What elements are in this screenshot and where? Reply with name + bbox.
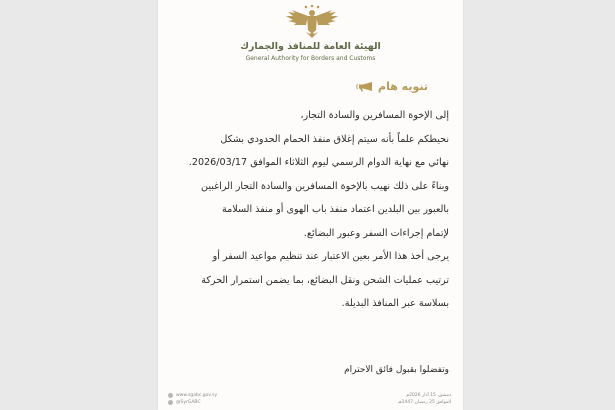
org-name-english: General Authority for Borders and Customs xyxy=(245,55,376,62)
notice-headline xyxy=(356,80,428,93)
notice-document xyxy=(158,0,463,410)
notice-greeting: إلى الإخوة المسافرين والسادة التجار، xyxy=(300,110,449,121)
notice-line: لإتمام إجراءات السفر وعبور البضائع. xyxy=(303,227,449,239)
notice-line: بالعبور بين البلدين اعتماد منفذ باب الهوى أو منفذ السلامة xyxy=(221,204,449,215)
megaphone-icon xyxy=(356,81,374,92)
footer-date-gregorian: دمشق، 15 آذار 2026م xyxy=(406,393,451,398)
notice-line: نهائي مع نهاية الدوام الرسمي ليوم الثلاثاء الموافق 2026/03/17. xyxy=(188,157,449,168)
eagle-emblem-logo xyxy=(262,4,362,40)
footer-contacts xyxy=(168,392,217,406)
notice-line: بسلاسة عبر المنافذ البديلة. xyxy=(341,298,449,309)
footer-dates xyxy=(398,392,451,406)
notice-line: نحيطكم علماً بأنه سيتم إغلاق منفذ الحمام الحدودي بشكل xyxy=(220,133,449,145)
org-name-arabic: الهيئة العامة للمنافذ والجمارك xyxy=(240,41,381,52)
notice-body xyxy=(172,104,449,316)
footer-date-hijri: الموافق 25 رمضان 1447هـ xyxy=(397,400,451,405)
footer-website: www.sgabc.gov.sy xyxy=(176,393,218,398)
notice-line: ترتيب عمليات الشحن ونقل البضائع، بما يضمن استمرار الحركة xyxy=(201,274,449,286)
social-icon xyxy=(168,400,173,405)
globe-icon xyxy=(168,393,173,398)
notice-closing: وتفضلوا بقبول فائق الاحترام xyxy=(344,365,449,375)
notice-line: وبناءً على ذلك نهيب بالإخوة المسافرين والسادة التجار الراغبين xyxy=(201,180,449,192)
footer-social: @SyrGABC xyxy=(176,400,201,405)
notice-line: يرجى أخذ هذا الأمر بعين الاعتبار عند تنظيم مواعيد السفر أو xyxy=(212,251,449,262)
notice-title: تنويه هام xyxy=(378,80,428,93)
